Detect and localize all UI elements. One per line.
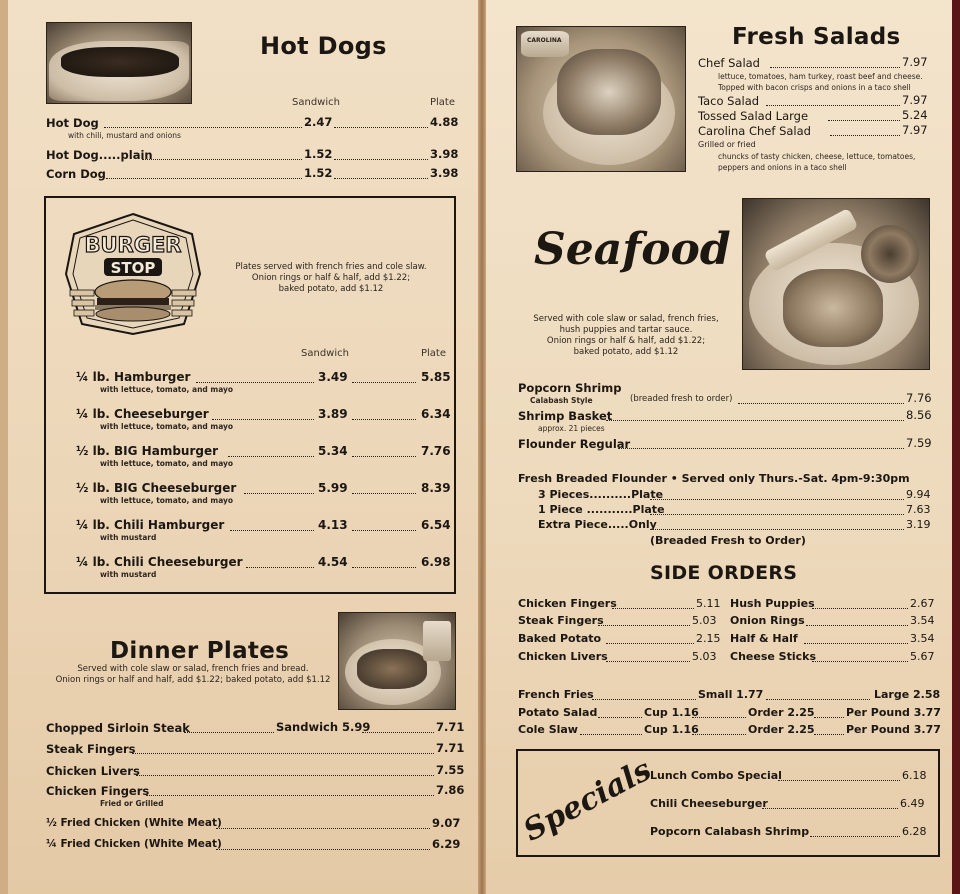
menu-item: Chili Cheeseburger: [650, 797, 768, 810]
price: 6.28: [902, 825, 927, 838]
menu-item: Lunch Combo Special: [650, 769, 782, 782]
item-description: with lettuce, tomato, and mayo: [100, 459, 234, 468]
dot-leader: [580, 734, 642, 735]
price-sandwich: 2.47: [304, 115, 333, 129]
dot-leader: [132, 753, 434, 754]
price: 5.03: [692, 614, 717, 627]
salad-photo: [516, 26, 686, 172]
price: 8.56: [906, 408, 932, 422]
price-small: Small 1.77: [698, 688, 764, 701]
dot-leader: [612, 608, 694, 609]
dot-leader: [692, 734, 746, 735]
item-description: with mustard: [100, 533, 157, 542]
item-name: Chicken Fingers: [46, 784, 150, 798]
menu-item: [46, 721, 190, 735]
menu-item: [46, 116, 99, 130]
note-line: baked potato, add $1.12: [573, 347, 679, 357]
item-description: Fried or Grilled: [100, 799, 164, 808]
price-pound: Per Pound 3.77: [846, 723, 941, 736]
price: 2.15: [696, 632, 721, 645]
menu-item: 3 Pieces..........Plate: [538, 488, 664, 501]
dot-leader: [606, 643, 694, 644]
menu-item: Popcorn Calabash Shrimp: [650, 825, 810, 838]
dot-leader: [352, 382, 416, 383]
price: 3.54: [910, 614, 935, 627]
dot-leader: [216, 849, 430, 850]
hot-dogs-title: Hot Dogs: [260, 32, 387, 60]
dot-leader: [606, 420, 904, 421]
dot-leader: [352, 456, 416, 457]
price-plate: 9.07: [432, 816, 461, 830]
dot-leader: [828, 120, 900, 121]
price-sandwich: 1.52: [304, 166, 333, 180]
item-name: ¼ Fried Chicken (White Meat): [46, 838, 222, 850]
menu-item: Half & Half: [730, 632, 798, 645]
dot-leader: [352, 493, 416, 494]
price-sandwich: 1.52: [304, 147, 333, 161]
item-name: Chicken Livers: [46, 764, 140, 778]
price-sandwich: 4.13: [318, 518, 348, 532]
price: 5.67: [910, 650, 935, 663]
dot-leader: [598, 717, 642, 718]
seafood-photo: [742, 198, 930, 370]
dot-leader: [146, 795, 434, 796]
menu-item: ¼ lb. Chili Cheeseburger: [76, 555, 243, 569]
item-name: Corn Dog: [46, 167, 106, 181]
price-order: Order 2.25: [748, 723, 815, 736]
dot-leader: [606, 661, 690, 662]
dot-leader: [650, 514, 904, 515]
item-name: Hot Dog.....plain: [46, 148, 153, 162]
background-edge: [952, 0, 960, 894]
price: 5.03: [692, 650, 717, 663]
dot-leader: [142, 159, 302, 160]
note-line: Onion rings or half & half, add $1.22;: [251, 273, 411, 283]
item-description: with lettuce, tomato, and mayo: [100, 422, 234, 431]
price-sandwich: 5.99: [318, 481, 348, 495]
price: 9.94: [906, 488, 931, 501]
price: 5.24: [902, 108, 928, 122]
menu-item: [46, 817, 222, 829]
price-plate: 4.88: [430, 115, 459, 129]
menu-item: ¼ lb. Hamburger: [76, 370, 191, 384]
specials-box: [516, 749, 940, 857]
menu-item: [46, 742, 136, 756]
price: 7.59: [906, 436, 932, 450]
menu-item: Potato Salad: [518, 706, 598, 719]
dot-leader: [812, 608, 908, 609]
note-line: Onion rings or half & half, add $1.22;: [546, 336, 706, 346]
price: 3.54: [910, 632, 935, 645]
price: 6.18: [902, 769, 927, 782]
burger-stop-box: [44, 196, 456, 594]
dot-leader: [352, 419, 416, 420]
item-description: with chili, mustard and onions: [68, 131, 181, 140]
menu-item: [46, 784, 149, 798]
menu-item: Hush Puppies: [730, 597, 815, 610]
dot-leader: [362, 732, 434, 733]
price: 7.97: [902, 93, 928, 107]
price: 2.67: [910, 597, 935, 610]
menu-item: Chicken Fingers: [518, 597, 617, 610]
seafood-title: Seafood: [534, 224, 731, 275]
menu-item: Steak Fingers: [518, 614, 604, 627]
price-plate: 7.71: [436, 720, 465, 734]
item-name: Popcorn Shrimp: [518, 381, 622, 395]
dot-leader: [352, 567, 416, 568]
price-plate: 6.54: [421, 518, 451, 532]
dot-leader: [136, 775, 434, 776]
item-description: approx. 21 pieces: [538, 424, 605, 433]
menu-item: Cole Slaw: [518, 723, 578, 736]
item-name: Flounder Regular: [518, 437, 631, 451]
item-description: chuncks of tasty chicken, cheese, lettuce, tomatoes,: [718, 152, 916, 161]
side-orders-title: SIDE ORDERS: [650, 562, 798, 584]
menu-item: Cheese Sticks: [730, 650, 816, 663]
price: 6.49: [900, 797, 925, 810]
item-name: Steak Fingers: [46, 742, 136, 756]
item-description: with lettuce, tomato, and mayo: [100, 496, 234, 505]
price: 7.97: [902, 123, 928, 137]
item-name: Chopped Sirloin Steak: [46, 721, 190, 735]
dot-leader: [228, 456, 314, 457]
menu-item: Onion Rings: [730, 614, 805, 627]
hot-dogs-col-sandwich: Sandwich: [292, 97, 340, 108]
price-plate: 7.76: [421, 444, 451, 458]
item-description: Calabash Style: [530, 396, 593, 405]
dinner-plates-title: Dinner Plates: [110, 638, 290, 664]
logo-burger-text: BURGER: [84, 233, 182, 257]
fresh-salads-title: Fresh Salads: [732, 24, 901, 50]
dot-leader: [184, 732, 274, 733]
menu-item: [46, 764, 140, 778]
menu-item: ¼ lb. Cheeseburger: [76, 407, 209, 421]
dot-leader: [104, 127, 302, 128]
dot-leader: [830, 135, 900, 136]
dot-leader: [814, 734, 844, 735]
hot-dog-photo: [46, 22, 192, 104]
item-name: Taco Salad: [698, 94, 760, 108]
burger-note: [222, 262, 440, 295]
menu-item: [518, 437, 630, 451]
dot-leader: [352, 530, 416, 531]
menu-item: French Fries: [518, 688, 594, 701]
seafood-note: [526, 314, 726, 358]
price-sandwich: 3.49: [318, 370, 348, 384]
dot-leader: [334, 178, 428, 179]
dot-leader: [766, 105, 900, 106]
dot-leader: [106, 178, 302, 179]
item-description: Topped with bacon crisps and onions in a taco shell: [718, 83, 911, 92]
price-order: Order 2.25: [748, 706, 815, 719]
menu-item: 1 Piece ...........Plate: [538, 503, 665, 516]
price: 3.19: [906, 518, 931, 531]
note-line: hush puppies and tartar sauce.: [559, 325, 693, 335]
price-sandwich: 3.89: [318, 407, 348, 421]
menu-item: [46, 838, 222, 850]
dot-leader: [692, 717, 746, 718]
breaded-flounder-heading: Fresh Breaded Flounder • Served only Thurs.-Sat. 4pm-9:30pm: [518, 472, 910, 485]
dot-leader: [334, 159, 428, 160]
menu-item: ¼ lb. Chili Hamburger: [76, 518, 225, 532]
dot-leader: [810, 836, 900, 837]
price-plate: 3.98: [430, 166, 459, 180]
item-name: Carolina Chef Salad: [698, 124, 811, 138]
item-name: Shrimp Basket: [518, 409, 613, 423]
price-plate: 6.98: [421, 555, 451, 569]
burger-stop-logo: [64, 212, 202, 336]
menu-item: Chicken Livers: [518, 650, 608, 663]
menu-item: Extra Piece.....Only: [538, 518, 657, 531]
dot-leader: [806, 625, 908, 626]
note-line: Served with cole slaw or salad, french fries and bread.: [77, 664, 309, 674]
menu-item: ½ lb. BIG Cheeseburger: [76, 481, 237, 495]
dot-leader: [770, 67, 900, 68]
dot-leader: [598, 625, 690, 626]
menu-item: ½ lb. BIG Hamburger: [76, 444, 219, 458]
dot-leader: [778, 780, 900, 781]
price-plate: 7.71: [436, 741, 465, 755]
right-menu-page: [486, 0, 952, 894]
price-plate: 8.39: [421, 481, 451, 495]
price-plate: 7.86: [436, 783, 465, 797]
item-name: Chef Salad: [698, 56, 760, 70]
dot-leader: [246, 567, 314, 568]
price-sandwich: 4.54: [318, 555, 348, 569]
menu-item: [46, 148, 153, 162]
dot-leader: [766, 699, 870, 700]
price-plate: 7.55: [436, 763, 465, 777]
price-plate: 6.29: [432, 837, 461, 851]
price-sandwich: 5.34: [318, 444, 348, 458]
fried-shrimp-photo: [338, 612, 456, 710]
price-plate: 6.34: [421, 407, 451, 421]
dinner-plates-note: [48, 664, 338, 686]
menu-item: [698, 124, 811, 138]
item-name: ½ Fried Chicken (White Meat): [46, 817, 222, 829]
dot-leader: [618, 448, 904, 449]
menu-fold: [478, 0, 486, 894]
dot-leader: [334, 127, 428, 128]
burger-col-sandwich: Sandwich: [301, 348, 349, 359]
menu-item: [698, 109, 808, 123]
price-sandwich: Sandwich 5.99: [276, 720, 371, 734]
dot-leader: [230, 530, 314, 531]
dot-leader: [804, 643, 908, 644]
burger-col-plate: Plate: [421, 348, 447, 359]
menu-item: [518, 381, 621, 395]
price-plate: 3.98: [430, 147, 459, 161]
item-description: with lettuce, tomato, and mayo: [100, 385, 234, 394]
note-line: Onion rings or half and half, add $1.22; baked potato, add $1.12: [55, 675, 331, 685]
item-description: lettuce, tomatoes, ham turkey, roast beef and cheese.: [718, 72, 923, 81]
dot-leader: [650, 499, 904, 500]
note-line: baked potato, add $1.12: [278, 284, 384, 294]
note-line: Served with cole slaw or salad, french fries,: [533, 314, 719, 324]
item-description: with mustard: [100, 570, 157, 579]
dot-leader: [738, 403, 904, 404]
price: 7.76: [906, 391, 932, 405]
price-cup: Cup 1.16: [644, 706, 699, 719]
dot-leader: [196, 382, 314, 383]
price-cup: Cup 1.16: [644, 723, 699, 736]
dot-leader: [814, 717, 844, 718]
item-description: Grilled or fried: [698, 140, 756, 149]
dot-leader: [650, 529, 904, 530]
item-name: Hot Dog: [46, 116, 99, 130]
photo-sign-text: CAROLINA: [527, 37, 562, 44]
item-note: (breaded fresh to order): [630, 394, 733, 404]
dot-leader: [216, 828, 430, 829]
price: 7.63: [906, 503, 931, 516]
left-menu-page: [8, 0, 478, 894]
menu-item: [46, 167, 106, 181]
price-plate: 5.85: [421, 370, 451, 384]
menu-item: Baked Potato: [518, 632, 602, 645]
hot-dogs-col-plate: Plate: [430, 97, 456, 108]
price: 7.97: [902, 55, 928, 69]
note-line: Plates served with french fries and cole slaw.: [235, 262, 427, 272]
price-large: Large 2.58: [874, 688, 941, 701]
price: 5.11: [696, 597, 721, 610]
dot-leader: [812, 661, 908, 662]
dot-leader: [244, 493, 314, 494]
menu-item: [698, 94, 759, 108]
menu-item: [698, 56, 760, 70]
dot-leader: [212, 419, 314, 420]
specials-title: Specials: [517, 752, 658, 849]
dot-leader: [762, 808, 898, 809]
item-description: peppers and onions in a taco shell: [718, 163, 847, 172]
menu-item: [518, 409, 612, 423]
item-name: Tossed Salad Large: [698, 109, 809, 123]
logo-stop-text: STOP: [110, 259, 156, 277]
breaded-note: (Breaded Fresh to Order): [650, 534, 806, 547]
dot-leader: [592, 699, 696, 700]
price-pound: Per Pound 3.77: [846, 706, 941, 719]
